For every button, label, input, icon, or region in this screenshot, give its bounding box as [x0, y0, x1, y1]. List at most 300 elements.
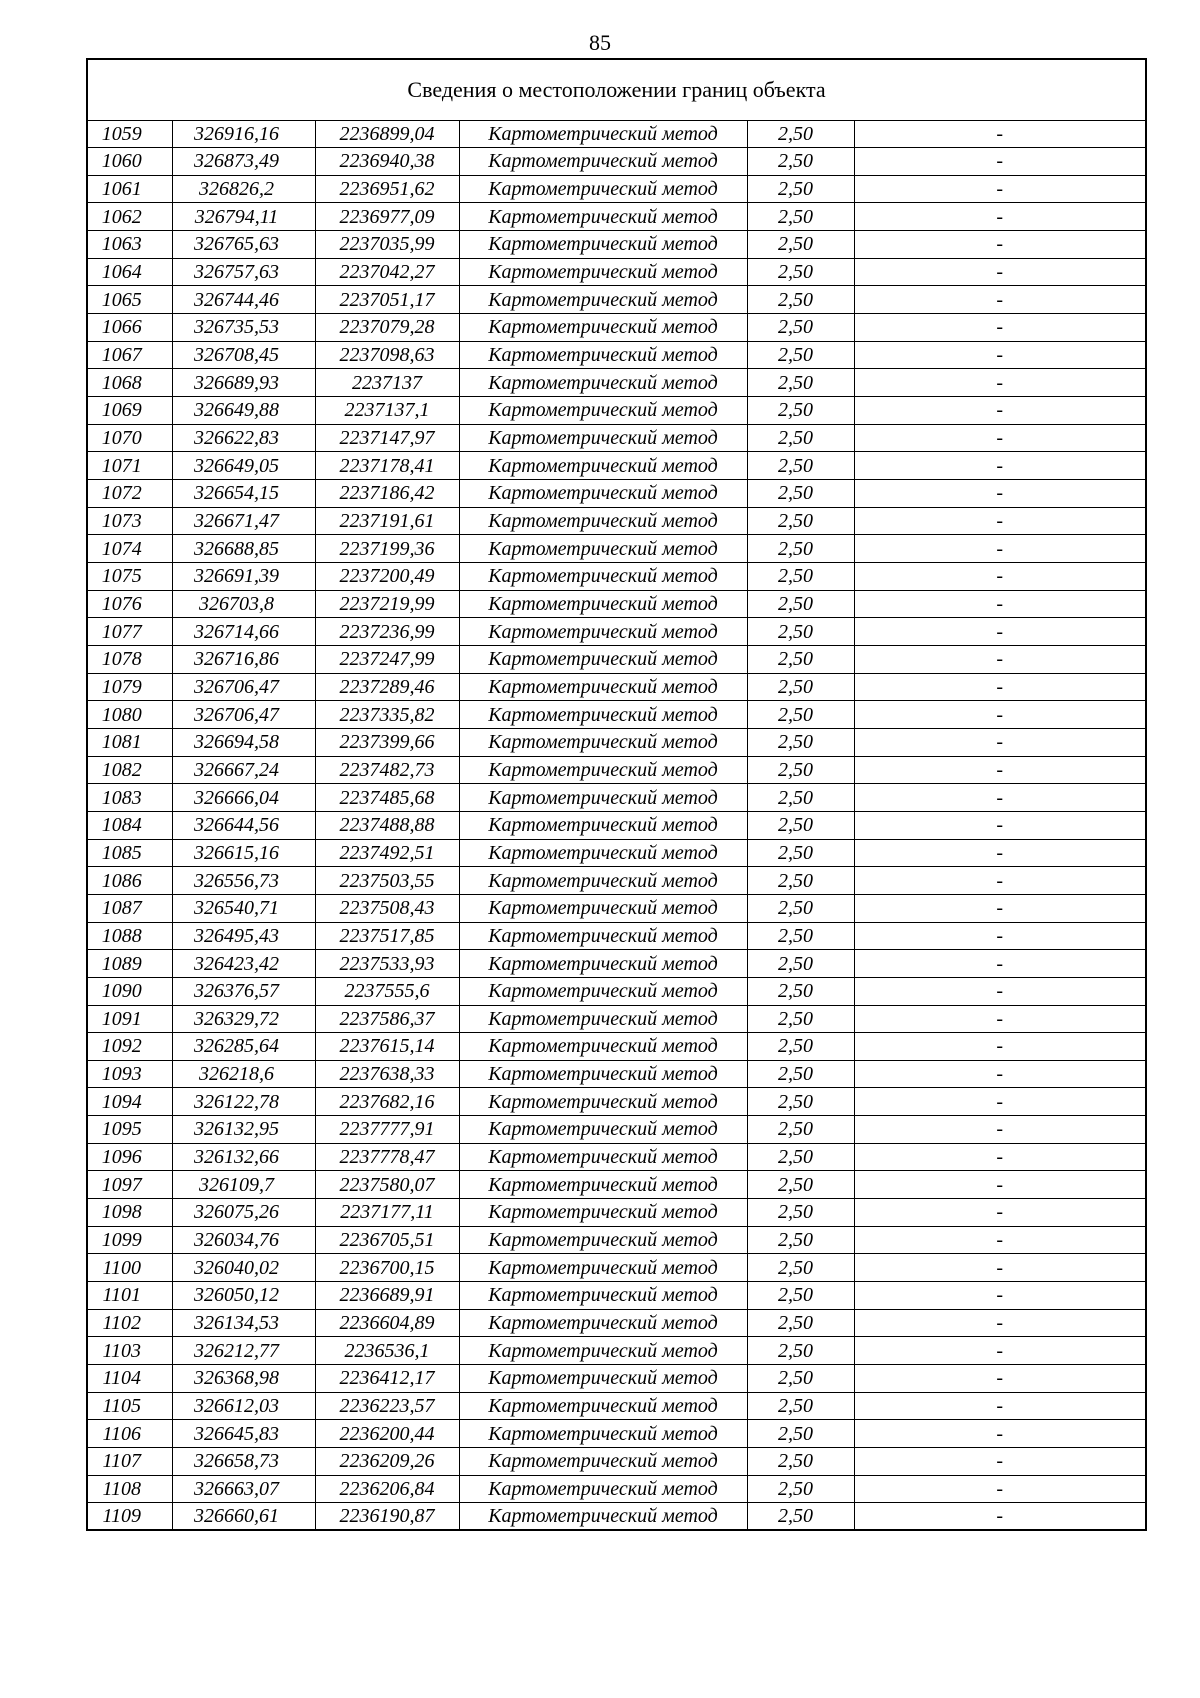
- y-coordinate-cell: 2237638,33: [315, 1060, 459, 1088]
- table-row: [87, 1199, 1146, 1227]
- precision-cell: 2,50: [747, 1116, 854, 1144]
- x-coordinate-cell: 326691,39: [172, 563, 315, 591]
- precision-cell: 2,50: [747, 120, 854, 148]
- precision-cell: 2,50: [747, 369, 854, 397]
- table-row: [87, 977, 1146, 1005]
- table-row: [87, 1005, 1146, 1033]
- method-cell: Картометрический метод: [459, 1199, 747, 1227]
- method-cell: Картометрический метод: [459, 480, 747, 508]
- method-cell: Картометрический метод: [459, 341, 747, 369]
- x-coordinate-cell: 326916,16: [172, 120, 315, 148]
- precision-cell: 2,50: [747, 341, 854, 369]
- table-row: [87, 950, 1146, 978]
- y-coordinate-cell: 2236536,1: [315, 1337, 459, 1365]
- method-cell: Картометрический метод: [459, 811, 747, 839]
- y-coordinate-cell: 2237492,51: [315, 839, 459, 867]
- point-number-cell: 1104: [87, 1365, 172, 1393]
- y-coordinate-cell: 2237586,37: [315, 1005, 459, 1033]
- precision-cell: 2,50: [747, 563, 854, 591]
- method-cell: Картометрический метод: [459, 1116, 747, 1144]
- precision-cell: 2,50: [747, 1282, 854, 1310]
- point-number-cell: 1103: [87, 1337, 172, 1365]
- method-cell: Картометрический метод: [459, 1060, 747, 1088]
- precision-cell: 2,50: [747, 203, 854, 231]
- method-cell: Картометрический метод: [459, 424, 747, 452]
- method-cell: Картометрический метод: [459, 1254, 747, 1282]
- note-cell: -: [854, 424, 1146, 452]
- method-cell: Картометрический метод: [459, 1309, 747, 1337]
- y-coordinate-cell: 2237289,46: [315, 673, 459, 701]
- x-coordinate-cell: 326040,02: [172, 1254, 315, 1282]
- precision-cell: 2,50: [747, 618, 854, 646]
- x-coordinate-cell: 326667,24: [172, 756, 315, 784]
- table-row: [87, 1171, 1146, 1199]
- precision-cell: 2,50: [747, 590, 854, 618]
- point-number-cell: 1093: [87, 1060, 172, 1088]
- x-coordinate-cell: 326212,77: [172, 1337, 315, 1365]
- method-cell: Картометрический метод: [459, 535, 747, 563]
- note-cell: -: [854, 756, 1146, 784]
- x-coordinate-cell: 326329,72: [172, 1005, 315, 1033]
- y-coordinate-cell: 2237399,66: [315, 728, 459, 756]
- note-cell: -: [854, 1365, 1146, 1393]
- table-row: [87, 590, 1146, 618]
- y-coordinate-cell: 2237517,85: [315, 922, 459, 950]
- point-number-cell: 1109: [87, 1503, 172, 1531]
- note-cell: -: [854, 922, 1146, 950]
- table-row: [87, 1365, 1146, 1393]
- point-number-cell: 1063: [87, 231, 172, 259]
- note-cell: -: [854, 203, 1146, 231]
- x-coordinate-cell: 326050,12: [172, 1282, 315, 1310]
- y-coordinate-cell: 2237200,49: [315, 563, 459, 591]
- y-coordinate-cell: 2237488,88: [315, 811, 459, 839]
- note-cell: -: [854, 894, 1146, 922]
- point-number-cell: 1074: [87, 535, 172, 563]
- table-row: [87, 756, 1146, 784]
- point-number-cell: 1077: [87, 618, 172, 646]
- method-cell: Картометрический метод: [459, 673, 747, 701]
- point-number-cell: 1094: [87, 1088, 172, 1116]
- x-coordinate-cell: 326735,53: [172, 314, 315, 342]
- note-cell: -: [854, 728, 1146, 756]
- point-number-cell: 1065: [87, 286, 172, 314]
- precision-cell: 2,50: [747, 1503, 854, 1531]
- table-row: [87, 1116, 1146, 1144]
- y-coordinate-cell: 2237178,41: [315, 452, 459, 480]
- x-coordinate-cell: 326622,83: [172, 424, 315, 452]
- method-cell: Картометрический метод: [459, 369, 747, 397]
- y-coordinate-cell: 2237191,61: [315, 507, 459, 535]
- x-coordinate-cell: 326660,61: [172, 1503, 315, 1531]
- table-row: [87, 645, 1146, 673]
- method-cell: Картометрический метод: [459, 1282, 747, 1310]
- y-coordinate-cell: 2236206,84: [315, 1475, 459, 1503]
- precision-cell: 2,50: [747, 784, 854, 812]
- method-cell: Картометрический метод: [459, 231, 747, 259]
- table-row: [87, 369, 1146, 397]
- table-row: [87, 811, 1146, 839]
- precision-cell: 2,50: [747, 1033, 854, 1061]
- precision-cell: 2,50: [747, 480, 854, 508]
- point-number-cell: 1092: [87, 1033, 172, 1061]
- note-cell: -: [854, 1254, 1146, 1282]
- table-row: [87, 231, 1146, 259]
- precision-cell: 2,50: [747, 231, 854, 259]
- precision-cell: 2,50: [747, 728, 854, 756]
- method-cell: Картометрический метод: [459, 784, 747, 812]
- note-cell: -: [854, 1005, 1146, 1033]
- note-cell: -: [854, 811, 1146, 839]
- x-coordinate-cell: 326034,76: [172, 1226, 315, 1254]
- point-number-cell: 1084: [87, 811, 172, 839]
- note-cell: -: [854, 784, 1146, 812]
- method-cell: Картометрический метод: [459, 1033, 747, 1061]
- y-coordinate-cell: 2236604,89: [315, 1309, 459, 1337]
- table-row: [87, 1309, 1146, 1337]
- method-cell: Картометрический метод: [459, 618, 747, 646]
- y-coordinate-cell: 2236209,26: [315, 1448, 459, 1476]
- point-number-cell: 1091: [87, 1005, 172, 1033]
- method-cell: Картометрический метод: [459, 922, 747, 950]
- note-cell: -: [854, 701, 1146, 729]
- point-number-cell: 1082: [87, 756, 172, 784]
- y-coordinate-cell: 2237503,55: [315, 867, 459, 895]
- x-coordinate-cell: 326218,6: [172, 1060, 315, 1088]
- point-number-cell: 1070: [87, 424, 172, 452]
- precision-cell: 2,50: [747, 535, 854, 563]
- table-row: [87, 452, 1146, 480]
- x-coordinate-cell: 326109,7: [172, 1171, 315, 1199]
- method-cell: Картометрический метод: [459, 950, 747, 978]
- table-row: [87, 867, 1146, 895]
- table-row: [87, 397, 1146, 425]
- method-cell: Картометрический метод: [459, 1143, 747, 1171]
- method-cell: Картометрический метод: [459, 590, 747, 618]
- method-cell: Картометрический метод: [459, 314, 747, 342]
- x-coordinate-cell: 326658,73: [172, 1448, 315, 1476]
- method-cell: Картометрический метод: [459, 1088, 747, 1116]
- point-number-cell: 1105: [87, 1392, 172, 1420]
- method-cell: Картометрический метод: [459, 397, 747, 425]
- precision-cell: 2,50: [747, 507, 854, 535]
- point-number-cell: 1083: [87, 784, 172, 812]
- x-coordinate-cell: 326716,86: [172, 645, 315, 673]
- precision-cell: 2,50: [747, 397, 854, 425]
- y-coordinate-cell: 2237533,93: [315, 950, 459, 978]
- table-title-row: [87, 59, 1146, 120]
- page-number: 85: [589, 30, 611, 55]
- method-cell: Картометрический метод: [459, 728, 747, 756]
- note-cell: -: [854, 1033, 1146, 1061]
- y-coordinate-cell: 2236200,44: [315, 1420, 459, 1448]
- method-cell: Картометрический метод: [459, 1005, 747, 1033]
- table-title: Сведения о местоположении границ объекта: [87, 59, 1146, 120]
- x-coordinate-cell: 326826,2: [172, 175, 315, 203]
- method-cell: Картометрический метод: [459, 1503, 747, 1531]
- x-coordinate-cell: 326694,58: [172, 728, 315, 756]
- y-coordinate-cell: 2237051,17: [315, 286, 459, 314]
- x-coordinate-cell: 326671,47: [172, 507, 315, 535]
- note-cell: -: [854, 1309, 1146, 1337]
- precision-cell: 2,50: [747, 1392, 854, 1420]
- point-number-cell: 1062: [87, 203, 172, 231]
- method-cell: Картометрический метод: [459, 701, 747, 729]
- table-row: [87, 839, 1146, 867]
- precision-cell: 2,50: [747, 1337, 854, 1365]
- y-coordinate-cell: 2237098,63: [315, 341, 459, 369]
- x-coordinate-cell: 326666,04: [172, 784, 315, 812]
- point-number-cell: 1067: [87, 341, 172, 369]
- precision-cell: 2,50: [747, 1143, 854, 1171]
- y-coordinate-cell: 2237247,99: [315, 645, 459, 673]
- table-row: [87, 1475, 1146, 1503]
- y-coordinate-cell: 2236951,62: [315, 175, 459, 203]
- x-coordinate-cell: 326423,42: [172, 950, 315, 978]
- table-row: [87, 1392, 1146, 1420]
- y-coordinate-cell: 2237177,11: [315, 1199, 459, 1227]
- note-cell: -: [854, 1226, 1146, 1254]
- precision-cell: 2,50: [747, 839, 854, 867]
- y-coordinate-cell: 2237079,28: [315, 314, 459, 342]
- note-cell: -: [854, 120, 1146, 148]
- x-coordinate-cell: 326134,53: [172, 1309, 315, 1337]
- note-cell: -: [854, 1337, 1146, 1365]
- method-cell: Картометрический метод: [459, 645, 747, 673]
- note-cell: -: [854, 950, 1146, 978]
- x-coordinate-cell: 326612,03: [172, 1392, 315, 1420]
- point-number-cell: 1060: [87, 148, 172, 176]
- y-coordinate-cell: 2236190,87: [315, 1503, 459, 1531]
- x-coordinate-cell: 326645,83: [172, 1420, 315, 1448]
- method-cell: Картометрический метод: [459, 1475, 747, 1503]
- y-coordinate-cell: 2236705,51: [315, 1226, 459, 1254]
- precision-cell: 2,50: [747, 452, 854, 480]
- precision-cell: 2,50: [747, 756, 854, 784]
- point-number-cell: 1088: [87, 922, 172, 950]
- note-cell: -: [854, 1116, 1146, 1144]
- x-coordinate-cell: 326654,15: [172, 480, 315, 508]
- table-row: [87, 120, 1146, 148]
- x-coordinate-cell: 326873,49: [172, 148, 315, 176]
- method-cell: Картометрический метод: [459, 977, 747, 1005]
- x-coordinate-cell: 326714,66: [172, 618, 315, 646]
- table-row: [87, 424, 1146, 452]
- point-number-cell: 1068: [87, 369, 172, 397]
- method-cell: Картометрический метод: [459, 1226, 747, 1254]
- y-coordinate-cell: 2237555,6: [315, 977, 459, 1005]
- x-coordinate-cell: 326689,93: [172, 369, 315, 397]
- precision-cell: 2,50: [747, 894, 854, 922]
- precision-cell: 2,50: [747, 950, 854, 978]
- table-body: [87, 59, 1146, 1530]
- point-number-cell: 1102: [87, 1309, 172, 1337]
- note-cell: -: [854, 258, 1146, 286]
- method-cell: Картометрический метод: [459, 1448, 747, 1476]
- precision-cell: 2,50: [747, 148, 854, 176]
- y-coordinate-cell: 2237147,97: [315, 424, 459, 452]
- table-row: [87, 480, 1146, 508]
- table-row: [87, 563, 1146, 591]
- point-number-cell: 1069: [87, 397, 172, 425]
- x-coordinate-cell: 326663,07: [172, 1475, 315, 1503]
- y-coordinate-cell: 2237219,99: [315, 590, 459, 618]
- method-cell: Картометрический метод: [459, 1392, 747, 1420]
- note-cell: -: [854, 1060, 1146, 1088]
- point-number-cell: 1066: [87, 314, 172, 342]
- precision-cell: 2,50: [747, 1448, 854, 1476]
- method-cell: Картометрический метод: [459, 452, 747, 480]
- y-coordinate-cell: 2237777,91: [315, 1116, 459, 1144]
- precision-cell: 2,50: [747, 1226, 854, 1254]
- table-row: [87, 507, 1146, 535]
- method-cell: Картометрический метод: [459, 894, 747, 922]
- y-coordinate-cell: 2237035,99: [315, 231, 459, 259]
- table-row: [87, 535, 1146, 563]
- point-number-cell: 1097: [87, 1171, 172, 1199]
- table-row: [87, 1254, 1146, 1282]
- note-cell: -: [854, 1143, 1146, 1171]
- table-row: [87, 1226, 1146, 1254]
- note-cell: -: [854, 618, 1146, 646]
- method-cell: Картометрический метод: [459, 756, 747, 784]
- x-coordinate-cell: 326794,11: [172, 203, 315, 231]
- point-number-cell: 1106: [87, 1420, 172, 1448]
- table-row: [87, 1337, 1146, 1365]
- point-number-cell: 1100: [87, 1254, 172, 1282]
- note-cell: -: [854, 1171, 1146, 1199]
- point-number-cell: 1098: [87, 1199, 172, 1227]
- point-number-cell: 1108: [87, 1475, 172, 1503]
- table-row: [87, 673, 1146, 701]
- note-cell: -: [854, 369, 1146, 397]
- precision-cell: 2,50: [747, 1005, 854, 1033]
- precision-cell: 2,50: [747, 922, 854, 950]
- precision-cell: 2,50: [747, 645, 854, 673]
- point-number-cell: 1096: [87, 1143, 172, 1171]
- y-coordinate-cell: 2236412,17: [315, 1365, 459, 1393]
- y-coordinate-cell: 2236700,15: [315, 1254, 459, 1282]
- table-row: [87, 286, 1146, 314]
- y-coordinate-cell: 2237137,1: [315, 397, 459, 425]
- method-cell: Картометрический метод: [459, 120, 747, 148]
- x-coordinate-cell: 326132,66: [172, 1143, 315, 1171]
- table-row: [87, 1282, 1146, 1310]
- point-number-cell: 1095: [87, 1116, 172, 1144]
- x-coordinate-cell: 326765,63: [172, 231, 315, 259]
- table-row: [87, 618, 1146, 646]
- precision-cell: 2,50: [747, 1171, 854, 1199]
- precision-cell: 2,50: [747, 314, 854, 342]
- point-number-cell: 1085: [87, 839, 172, 867]
- point-number-cell: 1071: [87, 452, 172, 480]
- x-coordinate-cell: 326708,45: [172, 341, 315, 369]
- table-row: [87, 1088, 1146, 1116]
- point-number-cell: 1078: [87, 645, 172, 673]
- note-cell: -: [854, 480, 1146, 508]
- table-row: [87, 1503, 1146, 1531]
- note-cell: -: [854, 175, 1146, 203]
- table-row: [87, 1448, 1146, 1476]
- point-number-cell: 1072: [87, 480, 172, 508]
- note-cell: -: [854, 452, 1146, 480]
- point-number-cell: 1101: [87, 1282, 172, 1310]
- point-number-cell: 1073: [87, 507, 172, 535]
- point-number-cell: 1076: [87, 590, 172, 618]
- note-cell: -: [854, 1282, 1146, 1310]
- x-coordinate-cell: 326615,16: [172, 839, 315, 867]
- x-coordinate-cell: 326644,56: [172, 811, 315, 839]
- y-coordinate-cell: 2236223,57: [315, 1392, 459, 1420]
- method-cell: Картометрический метод: [459, 203, 747, 231]
- precision-cell: 2,50: [747, 1309, 854, 1337]
- x-coordinate-cell: 326540,71: [172, 894, 315, 922]
- table-row: [87, 1060, 1146, 1088]
- method-cell: Картометрический метод: [459, 1337, 747, 1365]
- x-coordinate-cell: 326706,47: [172, 673, 315, 701]
- y-coordinate-cell: 2237778,47: [315, 1143, 459, 1171]
- precision-cell: 2,50: [747, 424, 854, 452]
- method-cell: Картометрический метод: [459, 867, 747, 895]
- point-number-cell: 1075: [87, 563, 172, 591]
- point-number-cell: 1061: [87, 175, 172, 203]
- precision-cell: 2,50: [747, 1060, 854, 1088]
- x-coordinate-cell: 326757,63: [172, 258, 315, 286]
- x-coordinate-cell: 326649,05: [172, 452, 315, 480]
- x-coordinate-cell: 326285,64: [172, 1033, 315, 1061]
- precision-cell: 2,50: [747, 1365, 854, 1393]
- note-cell: -: [854, 1503, 1146, 1531]
- table-row: [87, 701, 1146, 729]
- y-coordinate-cell: 2237508,43: [315, 894, 459, 922]
- precision-cell: 2,50: [747, 1420, 854, 1448]
- note-cell: -: [854, 535, 1146, 563]
- point-number-cell: 1081: [87, 728, 172, 756]
- y-coordinate-cell: 2236689,91: [315, 1282, 459, 1310]
- note-cell: -: [854, 231, 1146, 259]
- table-row: [87, 1420, 1146, 1448]
- method-cell: Картометрический метод: [459, 148, 747, 176]
- x-coordinate-cell: 326495,43: [172, 922, 315, 950]
- method-cell: Картометрический метод: [459, 1365, 747, 1393]
- point-number-cell: 1090: [87, 977, 172, 1005]
- y-coordinate-cell: 2237236,99: [315, 618, 459, 646]
- point-number-cell: 1080: [87, 701, 172, 729]
- y-coordinate-cell: 2237482,73: [315, 756, 459, 784]
- note-cell: -: [854, 1475, 1146, 1503]
- note-cell: -: [854, 341, 1146, 369]
- x-coordinate-cell: 326703,8: [172, 590, 315, 618]
- note-cell: -: [854, 1088, 1146, 1116]
- note-cell: -: [854, 563, 1146, 591]
- precision-cell: 2,50: [747, 175, 854, 203]
- y-coordinate-cell: 2237042,27: [315, 258, 459, 286]
- y-coordinate-cell: 2237199,36: [315, 535, 459, 563]
- point-number-cell: 1059: [87, 120, 172, 148]
- point-number-cell: 1099: [87, 1226, 172, 1254]
- note-cell: -: [854, 590, 1146, 618]
- note-cell: -: [854, 645, 1146, 673]
- y-coordinate-cell: 2237186,42: [315, 480, 459, 508]
- table-row: [87, 1143, 1146, 1171]
- y-coordinate-cell: 2237615,14: [315, 1033, 459, 1061]
- note-cell: -: [854, 1199, 1146, 1227]
- method-cell: Картометрический метод: [459, 286, 747, 314]
- table-row: [87, 894, 1146, 922]
- y-coordinate-cell: 2237335,82: [315, 701, 459, 729]
- x-coordinate-cell: 326368,98: [172, 1365, 315, 1393]
- note-cell: -: [854, 867, 1146, 895]
